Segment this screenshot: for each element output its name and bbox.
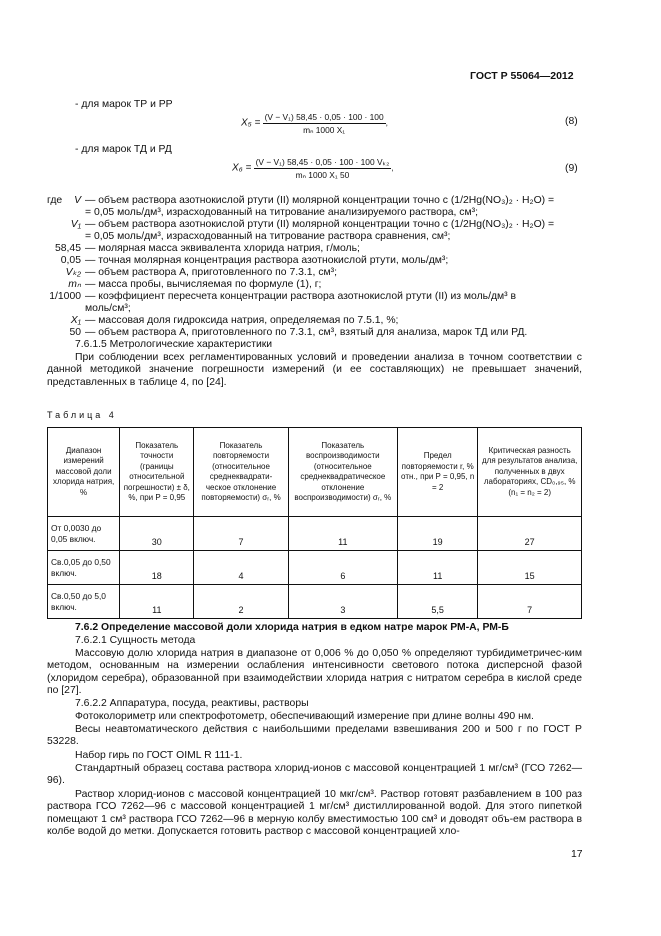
formula-9-lhs: X₆ =	[232, 162, 252, 174]
table-cell: 2	[194, 585, 288, 619]
formula-8	[241, 112, 388, 135]
def-text: = 0,05 моль/дм³, израсходованный на титрование анализируемого раствора, см³;	[85, 207, 478, 218]
def-symbol: X₁	[70, 315, 81, 326]
formula-9-number: (9)	[565, 163, 578, 174]
table-cell: 11	[120, 585, 194, 619]
table-header-cell: Предел повторяемости r, % отн., при P = 0,95, n = 2	[398, 428, 478, 517]
formula-8-intro: - для марок ТР и РР	[75, 99, 173, 110]
table-cell: 30	[120, 517, 194, 551]
table-header-cell: Показатель точности (границы относительной погрешности) ± δ, %, при P = 0,95	[120, 428, 194, 517]
table-header-cell: Диапазон измерений массовой доли хлорида натрия, %	[48, 428, 120, 517]
paragraph: Раствор хлорид-ионов с массовой концентрацией 10 мкг/см³. Раствор готовят разбавлением в 100 раз раствора ГСО 7262—96 с массовой концентрацией 1 мг/см³ дистиллированной водой. Для этого пипеткой помещают 1 см³ раствора ГСО 7262—96 в мерную колбу вместимостью 100 см³ и доводят объ-ем раствора в колбе водой до метки. Допускается готовить раствор с массовой концентрацией хло-	[47, 789, 582, 838]
def-text: = 0,05 моль/дм³, израсходованный на титрование раствора сравнения, см³;	[85, 231, 451, 242]
def-text: — молярная масса эквивалента хлорида натрия, г/моль;	[85, 243, 360, 254]
def-text: — масса пробы, вычисляемая по формуле (1), г;	[85, 279, 322, 290]
table-cell: 5,5	[398, 585, 478, 619]
table-cell: 6	[288, 551, 397, 585]
table-cell: 19	[398, 517, 478, 551]
def-symbol: 0,05	[60, 255, 81, 266]
table-cell: 7	[478, 585, 582, 619]
def-symbol: V	[74, 195, 81, 206]
def-symbol: Vₖ₂	[65, 267, 81, 278]
def-text: — коэффициент пересчета концентрации раствора азотнокислой ртути (II) из моль/дм³ в	[85, 291, 517, 302]
paragraph: Фотоколориметр или спектрофотометр, обеспечивающий измерение при длине волны 490 нм.	[75, 711, 534, 722]
table-header-cell: Показатель повторяемости (относительное среднеквадрати-ческое отклонение повторяемости) σᵣ, %	[194, 428, 288, 517]
table-cell: 7	[194, 517, 288, 551]
formula-8-tail: ,	[385, 117, 388, 128]
formula-9-fraction	[254, 157, 392, 180]
def-symbol: 50	[69, 327, 81, 338]
formula-8-numerator: (V − V₁) 58,45 · 0,05 · 100 · 100	[264, 112, 384, 122]
def-symbol: 1/1000	[49, 291, 81, 302]
def-text: — массовая доля гидроксида натрия, определяемая по 7.5.1, %;	[85, 315, 399, 326]
table-cell: 18	[120, 551, 194, 585]
formula-9-denominator: mₙ 1000 X₁ 50	[295, 170, 350, 180]
section-heading: 7.6.2.1 Сущность метода	[75, 635, 196, 646]
def-symbol: mₙ	[68, 279, 81, 290]
formula-9	[232, 157, 394, 180]
paragraph: Набор гирь по ГОСТ OIML R 111-1.	[75, 750, 243, 761]
table-header-cell: Критическая разность для результатов анализа, полученных в двух лабораториях, CD₀,₉₅, % (n₁ = n₂ = 2)	[478, 428, 582, 517]
table-row	[48, 517, 582, 551]
formula-8-denominator: mₙ 1000 X₁	[303, 125, 346, 135]
formula-9-tail: ,	[391, 162, 394, 173]
table-row	[48, 585, 582, 619]
table-cell-range: Св.0,05 до 0,50 включ.	[48, 551, 120, 585]
table-cell: 3	[288, 585, 397, 619]
where-label: где	[47, 195, 63, 206]
formula-9-intro: - для марок ТД и РД	[75, 144, 172, 155]
def-text: моль/см³;	[85, 303, 131, 314]
def-text: — объем раствора А, приготовленного по 7.3.1, см³, взятый для анализа, марок ТД или РД.	[85, 327, 528, 338]
paragraph: При соблюдении всех регламентированных условий и проведении анализа в точном соответствии с данной методикой значение погрешности измерений (и ее составляющих) не превышает значений, представленных в таблице 4, по [24].	[47, 352, 582, 388]
section-heading: 7.6.2.2 Аппаратура, посуда, реактивы, растворы	[75, 698, 309, 709]
section-title: 7.6.2 Определение массовой доли хлорида натрия в едком натре марок РМ-А, РМ-Б	[75, 622, 509, 633]
paragraph: Весы неавтоматического действия с наибольшими пределами взвешивания 200 и 500 г по ГОСТ Р 53228.	[47, 724, 582, 748]
def-text: — точная молярная концентрация раствора азотнокислой ртути, моль/дм³;	[85, 255, 449, 266]
table-cell-range: От 0,0030 до 0,05 включ.	[48, 517, 120, 551]
formula-8-lhs: X₅ =	[241, 117, 261, 129]
def-text: — объем раствора азотнокислой ртути (II) молярной концентрации точно с (1/2Hg(NO₃)₂ · H₂O) =	[85, 195, 555, 206]
table-header-cell: Показатель воспроизводимости (относительное среднеквадратическое отклонение воспроизводимости) σᵣ, %	[288, 428, 397, 517]
def-symbol: 58,45	[54, 243, 81, 254]
def-text: — объем раствора азотнокислой ртути (II) молярной концентрации точно с (1/2Hg(NO₃)₂ · H₂O) =	[85, 219, 555, 230]
def-symbol: V₁	[70, 219, 81, 230]
formula-9-numerator: (V − V₁) 58,45 · 0,05 · 100 · 100 Vₖ₂	[255, 157, 390, 167]
table-cell: 11	[288, 517, 397, 551]
table-cell-range: Св.0,50 до 5,0 включ.	[48, 585, 120, 619]
table-header-row	[48, 428, 582, 517]
paragraph: Массовую долю хлорида натрия в диапазоне от 0,006 % до 0,050 % определяют турбидиметричес-ким методом, основанным на измерении ослабления интенсивности светового потока дисперсной фазой (хлоридом серебра), образованной при взаимодействии хлорида натрия с нитратом серебра в кислой среде по [27].	[47, 648, 582, 697]
table-row	[48, 551, 582, 585]
formula-8-number: (8)	[565, 116, 578, 127]
table-cell: 4	[194, 551, 288, 585]
table-4	[47, 427, 582, 619]
def-text: — объем раствора А, приготовленного по 7.3.1, см³;	[85, 267, 338, 278]
paragraph: Стандартный образец состава раствора хлорид-ионов с массовой концентрацией 1 мг/см³ (ГСО 7262—96).	[47, 763, 582, 787]
page-number: 17	[571, 849, 583, 860]
table-cell: 11	[398, 551, 478, 585]
formula-8-fraction	[263, 112, 386, 135]
standard-header: ГОСТ Р 55064—2012	[470, 70, 574, 82]
table-cell: 27	[478, 517, 582, 551]
table-caption: Таблица 4	[47, 410, 117, 420]
section-heading: 7.6.1.5 Метрологические характеристики	[75, 339, 273, 350]
table-cell: 15	[478, 551, 582, 585]
